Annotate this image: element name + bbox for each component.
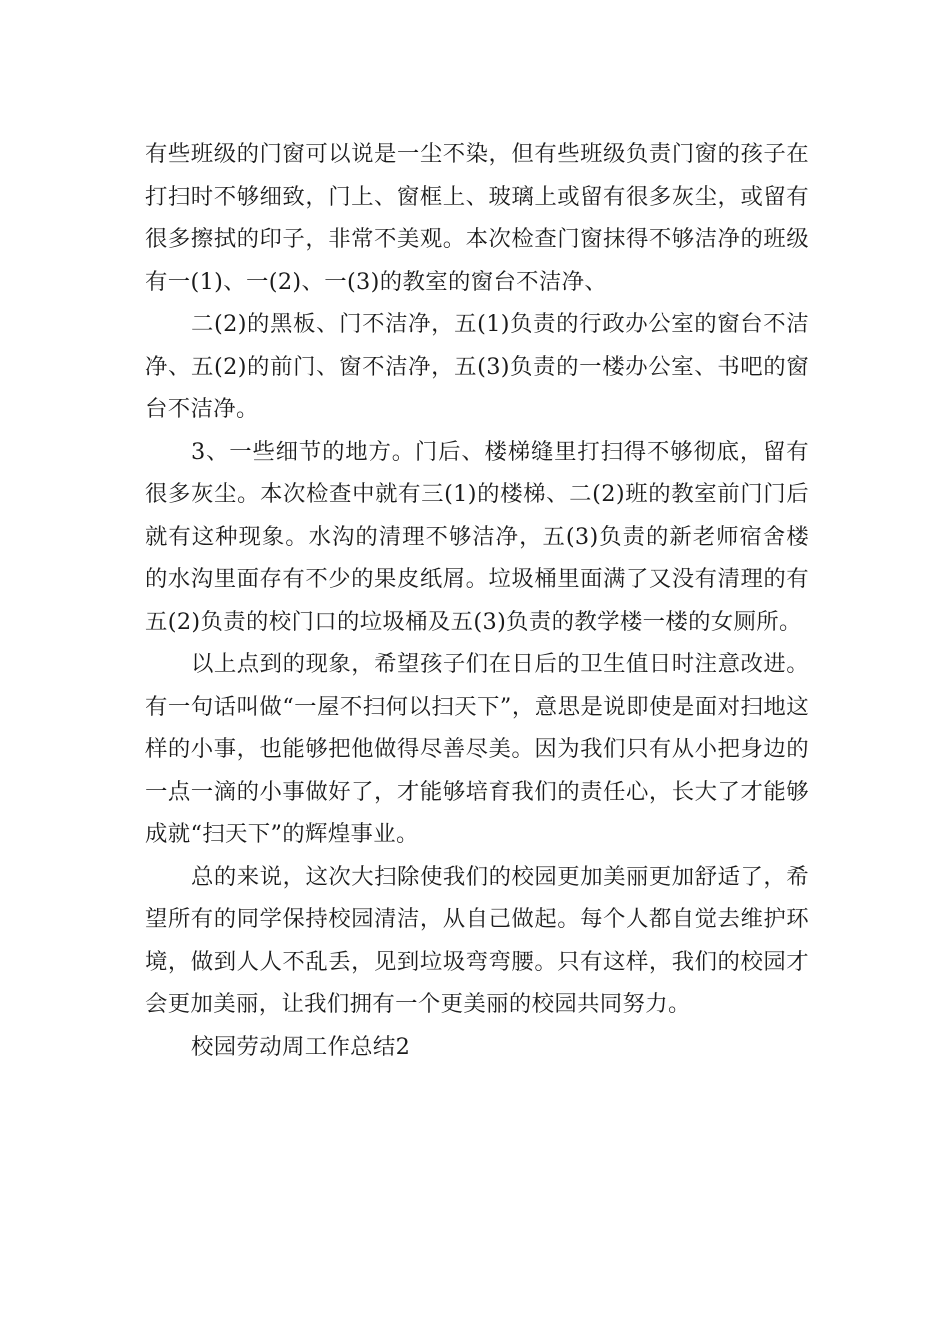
document-body: [145, 133, 809, 1068]
paragraph-summary: 总的来说，这次大扫除使我们的校园更加美丽更加舒适了，希望所有的同学保持校园清洁，从自己做起。每个人都自觉去维护环境，做到人人不乱丢，见到垃圾弯弯腰。只有这样，我们的校园才会更加美丽，让我们拥有一个更美丽的校园共同努力。: [145, 863, 809, 1017]
paragraph-class-list: 二(2)的黑板、门不洁净，五(1)负责的行政办公室的窗台不洁净、五(2)的前门、窗不洁净，五(3)负责的一楼办公室、书吧的窗台不洁净。: [145, 311, 809, 422]
paragraph-details: 3、一些细节的地方。门后、楼梯缝里打扫得不够彻底，留有很多灰尘。本次检查中就有三(1)的楼梯、二(2)班的教室前门门后就有这种现象。水沟的清理不够洁净，五(3)负责的新老师宿舍楼的水沟里面存有不少的果皮纸屑。垃圾桶里面满了又没有清理的有五(2)负责的校门口的垃圾桶及五(3)负责的教学楼一楼的女厕所。: [145, 438, 809, 635]
paragraph-improvement: 以上点到的现象，希望孩子们在日后的卫生值日时注意改进。有一句话叫做“一屋不扫何以扫天下”，意思是说即使是面对扫地这样的小事，也能够把他做得尽善尽美。因为我们只有从小把身边的一点一滴的小事做好了，才能够培育我们的责任心，长大了才能够成就“扫天下”的辉煌事业。: [145, 651, 809, 847]
section-heading: 校园劳动周工作总结2: [191, 1033, 411, 1060]
paragraph-doors-windows: 有些班级的门窗可以说是一尘不染，但有些班级负责门窗的孩子在打扫时不够细致，门上、窗框上、玻璃上或留有很多灰尘，或留有很多擦拭的印子，非常不美观。本次检查门窗抹得不够洁净的班级有一(1)、一(2)、一(3)的教室的窗台不洁净、: [145, 141, 809, 295]
